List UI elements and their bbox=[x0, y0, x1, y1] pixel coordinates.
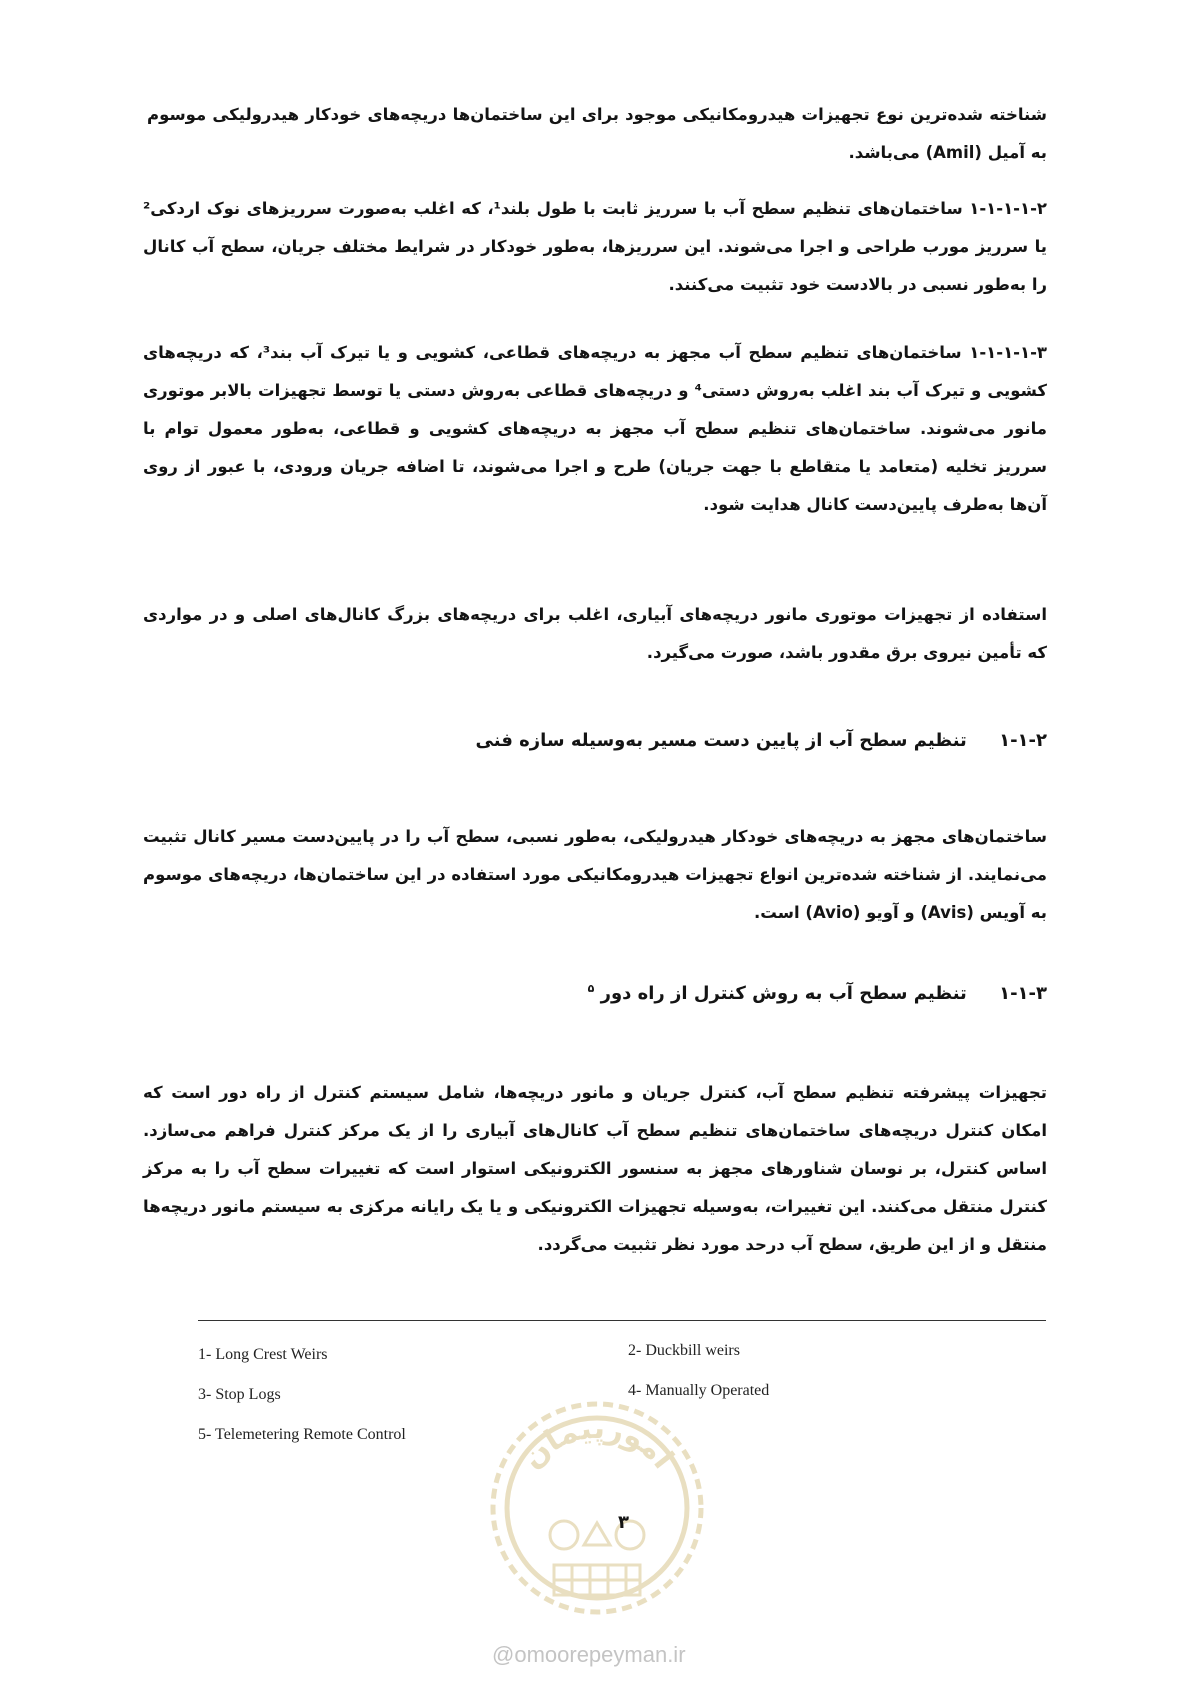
watermark-seal-icon bbox=[484, 1395, 710, 1621]
heading-number: ۱-۱-۳ bbox=[999, 983, 1047, 1004]
footnote-marker: ۵ bbox=[587, 982, 595, 995]
footnote-1: 1- Long Crest Weirs bbox=[198, 1346, 328, 1363]
footnote-2: 2- Duckbill weirs bbox=[628, 1342, 740, 1359]
paragraph-avis-avio: ساختمان‌های مجهز به دریچه‌های خودکار هیدرولیکی، به‌طور نسبی، سطح آب را در پایین‌دست مسیر کانال تثبیت می‌نمایند. از شناخته شده‌ترین انواع تجهیزات هیدرومکانیکی مورد استفاده در این ساختمان‌ها، دریچه‌های موسوم به آویس (Avis) و آویو (Avio) است. bbox=[143, 827, 1047, 922]
paragraph-motorized-equipment: استفاده از تجهیزات موتوری مانور دریچه‌های آبیاری، اغلب برای دریچه‌های بزرگ کانال‌های اصلی و در مواردی که تأمین نیروی برق مقدور باشد، صورت می‌گیرد. bbox=[143, 605, 1047, 662]
paragraph-remote-control: تجهیزات پیشرفته تنظیم سطح آب، کنترل جریان و مانور دریچه‌ها، شامل سیستم کنترل از راه دور است که امکان کنترل دریچه‌های ساختمان‌های تنظیم سطح آب کانال‌های آبیاری را از یک مرکز کنترل فراهم می‌سازد. اساس کنترل، بر نوسان شناورهای مجهز به سنسور الکترونیکی استوار است که تغییرات سطح آب را به مرکز کنترل منتقل می‌کنند. این تغییرات، به‌وسیله تجهیزات الکترونیکی و یا یک رایانه مرکزی به سیستم مانور دریچه‌ها منتقل و از این طریق، سطح آب درحد مورد نظر تثبیت می‌گردد. bbox=[143, 1083, 1047, 1254]
section-heading-downstream bbox=[476, 730, 1047, 751]
watermark-url: @omoorepeyman.ir bbox=[492, 1642, 686, 1667]
footnote-4: 4- Manually Operated bbox=[628, 1382, 770, 1399]
section-heading-remote-control bbox=[588, 982, 1047, 1004]
svg-text:امورپیمان: امورپیمان bbox=[514, 1410, 681, 1476]
page-number: ۳ bbox=[618, 1512, 629, 1533]
footnote-3: 3- Stop Logs bbox=[198, 1386, 281, 1403]
heading-title: تنظیم سطح آب از پایین دست مسیر به‌وسیله سازه فنی bbox=[475, 730, 967, 751]
footnote-divider bbox=[198, 1320, 1046, 1321]
paragraph-amil: شناخته شده‌ترین نوع تجهیزات هیدرومکانیکی موجود برای این ساختمان‌ها دریچه‌های خودکار هیدرولیکی موسوم به آمیل (Amil) می‌باشد. bbox=[147, 105, 1047, 162]
heading-number: ۱-۱-۲ bbox=[999, 730, 1047, 751]
paragraph-long-crest-weirs: ۱-۱-۱-۱-۲ ساختمان‌های تنظیم سطح آب با سرریز ثابت با طول بلند¹، که اغلب به‌صورت سرریزهای نوک اردکی² یا سرریز مورب طراحی و اجرا می‌شوند. این سرریزها، به‌طور خودکار در شرایط مختلف جریان، سطح آب کانال را به‌طور نسبی در بالادست خود تثبیت می‌کنند. bbox=[143, 199, 1047, 294]
heading-title: تنظیم سطح آب به روش کنترل از راه دور bbox=[600, 983, 967, 1004]
footnote-5: 5- Telemetering Remote Control bbox=[198, 1426, 406, 1443]
paragraph-gate-structures: ۱-۱-۱-۱-۳ ساختمان‌های تنظیم سطح آب مجهز به دریچه‌های قطاعی، کشویی و یا تیرک آب بند³، که دریچه‌های کشویی و تیرک آب بند اغلب به‌روش دستی⁴ و دریچه‌های قطاعی به‌روش دستی یا توسط تجهیزات بالابر موتوری مانور می‌شوند. ساختمان‌های تنظیم سطح آب مجهز به دریچه‌های کشویی و قطاعی، به‌طور معمول توام با سرریز تخلیه (متعامد یا متقاطع با جهت جریان) طرح و اجرا می‌شوند، تا اضافه جریان ورودی، با عبور از روی آن‌ها به‌طرف پایین‌دست کانال هدایت شود. bbox=[143, 343, 1047, 514]
